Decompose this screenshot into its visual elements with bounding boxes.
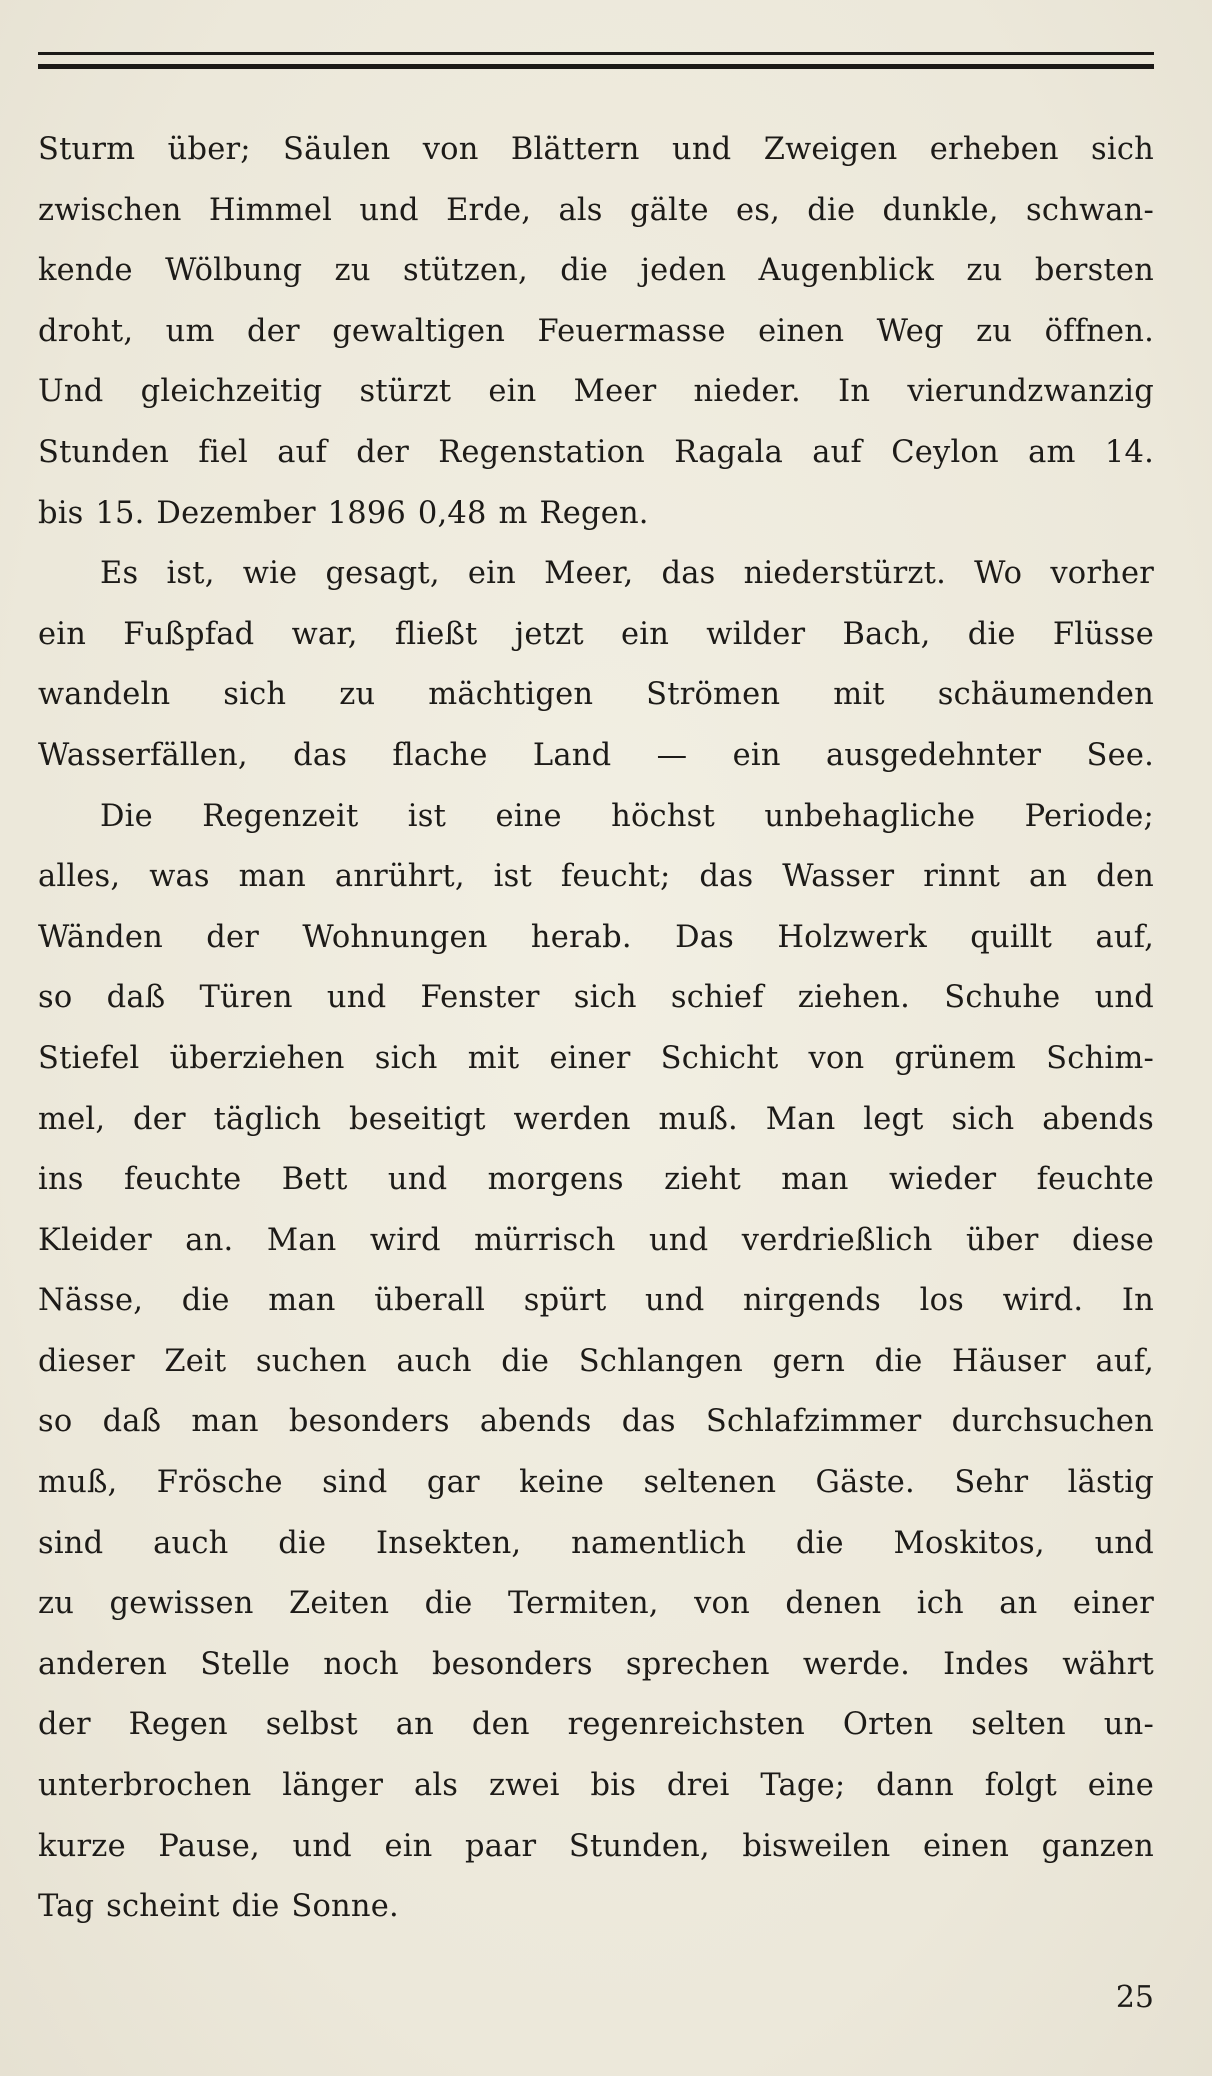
text-line: Nässe, die man überall spürt und nirgends los wird. In — [38, 1283, 1154, 1319]
text-line: zwischen Himmel und Erde, als gälte es, die dunkle, schwan- — [38, 192, 1154, 228]
top-rule-thin — [38, 52, 1154, 55]
text-line: unterbrochen länger als zwei bis drei Tage; dann folgt eine — [38, 1768, 1154, 1804]
text-line: so daß man besonders abends das Schlafzimmer durchsuchen — [38, 1404, 1154, 1440]
text-line: Tag scheint die Sonne. — [38, 1889, 399, 1925]
text-line: Und gleichzeitig stürzt ein Meer nieder. In vierundzwanzig — [38, 374, 1154, 410]
text-line: bis 15. Dezember 1896 0,48 m Regen. — [38, 495, 649, 531]
text-line: alles, was man anrührt, ist feucht; das Wasser rinnt an den — [38, 859, 1154, 895]
text-line: Die Regenzeit ist eine höchst unbehagliche Periode; — [100, 798, 1154, 834]
paragraph-2 — [38, 544, 1154, 786]
text-line: Wänden der Wohnungen herab. Das Holzwerk quillt auf, — [38, 919, 1154, 955]
text-line: Kleider an. Man wird mürrisch und verdrießlich über diese — [38, 1222, 1154, 1258]
text-line: zu gewissen Zeiten die Termiten, von denen ich an einer — [38, 1586, 1154, 1622]
text-line: ins feuchte Bett und morgens zieht man wieder feuchte — [38, 1162, 1154, 1198]
text-line: dieser Zeit suchen auch die Schlangen gern die Häuser auf, — [38, 1343, 1154, 1379]
text-line: mel, der täglich beseitigt werden muß. Man legt sich abends — [38, 1101, 1154, 1137]
text-line: Stunden fiel auf der Regenstation Ragala auf Ceylon am 14. — [38, 434, 1154, 470]
text-line: Sturm über; Säulen von Blättern und Zweigen erheben sich — [38, 132, 1154, 167]
text-line: anderen Stelle noch besonders sprechen werde. Indes währt — [38, 1646, 1154, 1682]
text-line: der Regen selbst an den regenreichsten Orten selten un- — [38, 1707, 1154, 1743]
text-line: Stiefel überziehen sich mit einer Schicht von grünem Schim- — [38, 1040, 1154, 1076]
text-line: ein Fußpfad war, fließt jetzt ein wilder Bach, die Flüsse — [38, 616, 1154, 652]
text-line: kende Wölbung zu stützen, die jeden Augenblick zu bersten — [38, 253, 1154, 289]
top-rule-thick — [38, 64, 1154, 69]
text-line: muß, Frösche sind gar keine seltenen Gäste. Sehr lästig — [38, 1465, 1154, 1501]
body-text — [38, 120, 1154, 1938]
page-number: 25 — [1115, 1980, 1154, 2015]
paragraph-3 — [38, 787, 1154, 1938]
text-line: droht, um der gewaltigen Feuermasse einen Weg zu öffnen. — [38, 313, 1154, 349]
text-line: Es ist, wie gesagt, ein Meer, das niederstürzt. Wo vorher — [100, 556, 1154, 592]
text-line: kurze Pause, und ein paar Stunden, bisweilen einen ganzen — [38, 1828, 1154, 1864]
text-line: so daß Türen und Fenster sich schief ziehen. Schuhe und — [38, 980, 1154, 1016]
paragraph-1 — [38, 120, 1154, 544]
text-line: Wasserfällen, das flache Land — ein ausgedehnter See. — [38, 737, 1154, 773]
text-line: wandeln sich zu mächtigen Strömen mit schäumenden — [38, 677, 1154, 713]
text-line: sind auch die Insekten, namentlich die Moskitos, und — [38, 1525, 1154, 1561]
